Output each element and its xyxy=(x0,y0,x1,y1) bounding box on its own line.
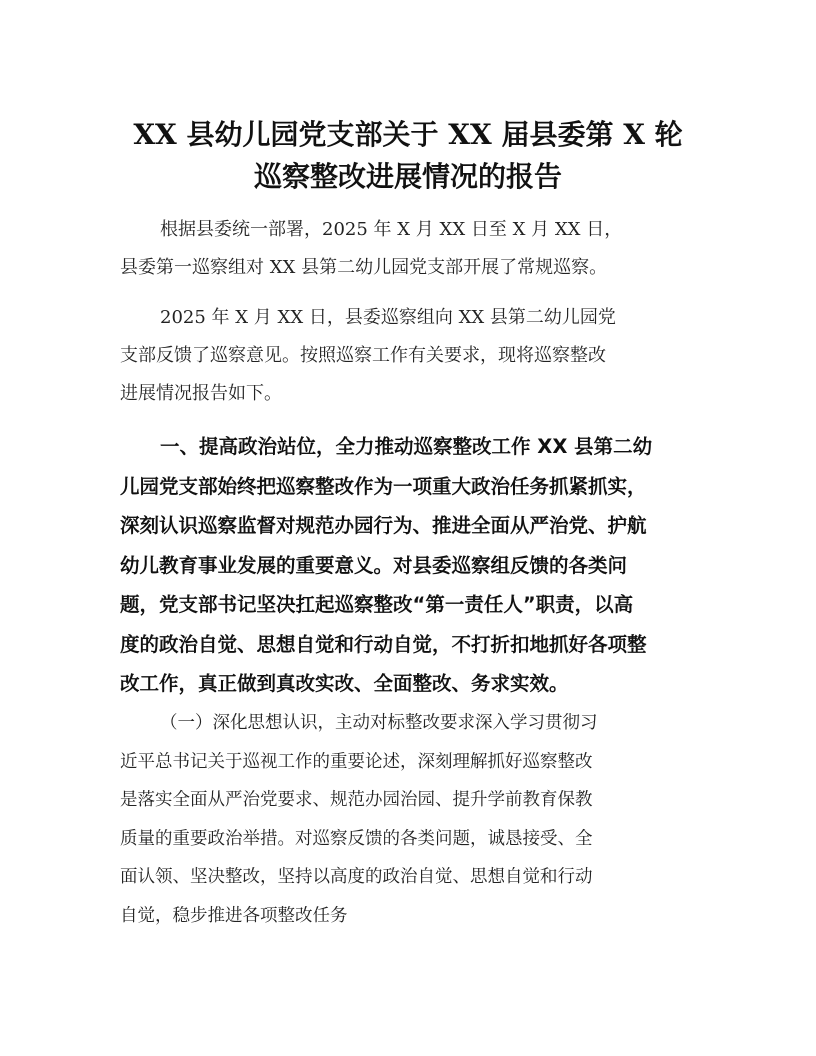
paragraph-line: 2025 年 X 月 XX 日，县委巡察组向 XX 县第二幼儿园党 xyxy=(160,307,616,328)
title-line-1: XX 县幼儿园党支部关于 XX 届县委第 X 轮 xyxy=(133,118,683,151)
paragraph-line: 进展情况报告如下。 xyxy=(120,383,282,404)
paragraph-line: 质量的重要政治举措。对巡察反馈的各类问题，诚恳接受、全 xyxy=(120,828,593,849)
paragraph-line: 一、提高政治站位，全力推动巡察整改工作 XX 县第二幼 xyxy=(160,435,653,458)
paragraph-1 xyxy=(120,211,700,287)
paragraph-line: （一）深化思想认识，主动对标整改要求深入学习贯彻习 xyxy=(160,713,598,733)
paragraph-line: 题，党支部书记坚决扛起巡察整改“第一责任人”职责，以高 xyxy=(120,593,634,616)
paragraph-line: 深刻认识巡察监督对规范办园行为、推进全面从严治党、护航 xyxy=(120,514,647,537)
paragraph-line: 幼儿教育事业发展的重要意义。对县委巡察组反馈的各类问 xyxy=(120,553,628,577)
section-1-heading-paragraph xyxy=(120,427,700,704)
paragraph-2 xyxy=(120,299,700,413)
paragraph-line: 是落实全面从严治党要求、规范办园治园、提升学前教育保教 xyxy=(120,790,593,810)
paragraph-line: 度的政治自觉、思想自觉和行动自觉，不打折扣地抓好各项整 xyxy=(120,632,647,656)
paragraph-line: 儿园党支部始终把巡察整改作为一项重大政治任务抓紧抓实， xyxy=(120,474,647,498)
paragraph-line: 支部反馈了巡察意见。按照巡察工作有关要求，现将巡察整改 xyxy=(120,345,606,366)
paragraph-line: 近平总书记关于巡视工作的重要论述，深刻理解抓好巡察整改 xyxy=(120,751,593,772)
paragraph-line: 根据县委统一部署，2025 年 X 月 XX 日至 X 月 XX 日， xyxy=(160,219,623,240)
paragraph-line: 自觉，稳步推进各项整改任务 xyxy=(120,905,348,926)
report-title xyxy=(100,114,716,198)
paragraph-line: 县委第一巡察组对 XX 县第二幼儿园党支部开展了常规巡察。 xyxy=(120,257,608,278)
subsection-1-paragraph xyxy=(120,704,700,935)
paragraph-line: 面认领、坚决整改，坚持以高度的政治自觉、思想自觉和行动 xyxy=(120,867,593,887)
paragraph-line: 改工作，真正做到真改实改、全面整改、务求实效。 xyxy=(120,672,569,695)
title-line-2: 巡察整改进展情况的报告 xyxy=(253,160,562,193)
